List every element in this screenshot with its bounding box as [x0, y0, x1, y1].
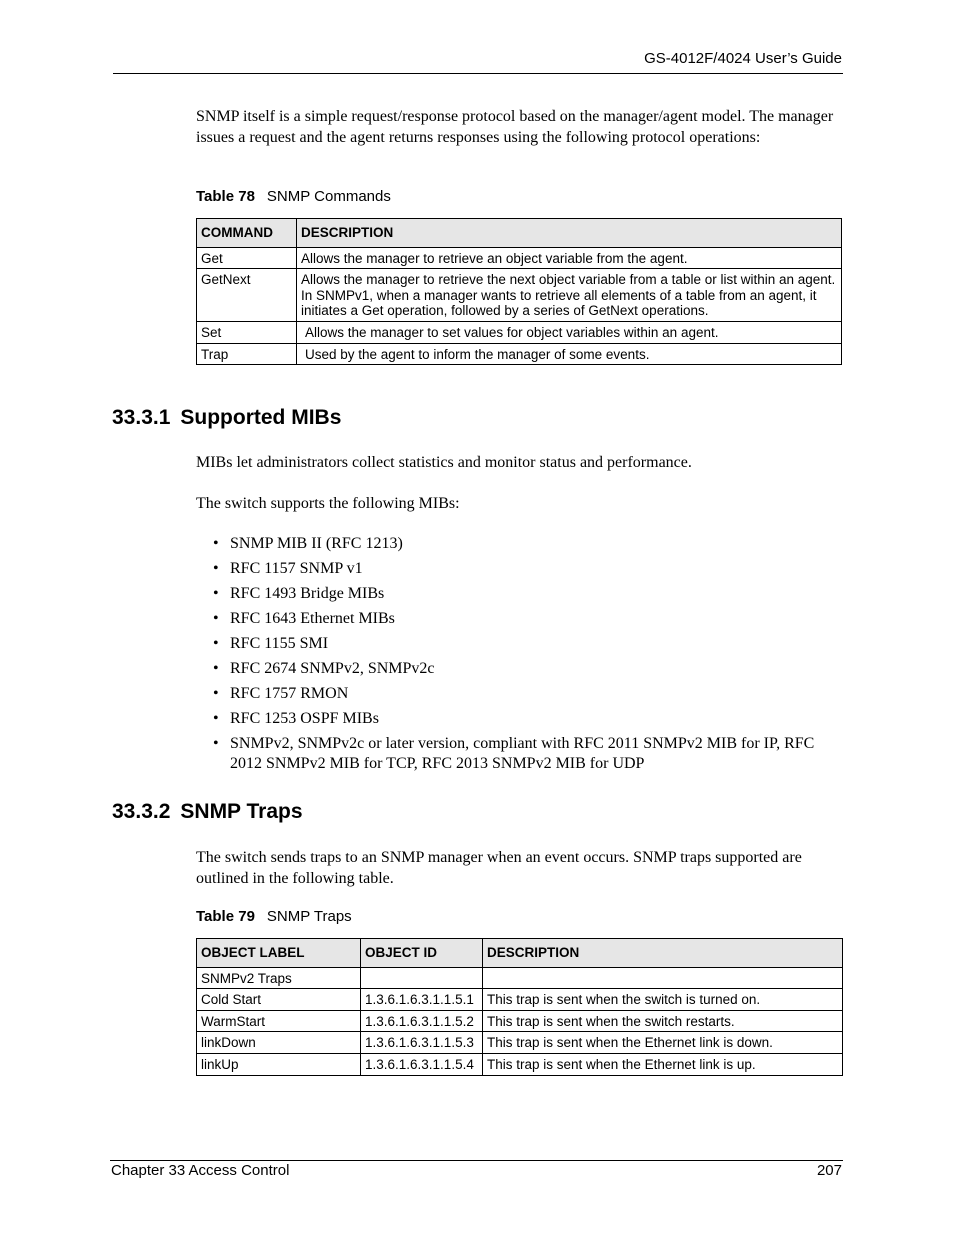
bullet-icon: • [213, 560, 219, 577]
list-item-text: RFC 1253 OSPF MIBs [230, 710, 379, 727]
section-title: SNMP Traps [180, 800, 303, 823]
description-cell: Allows the manager to retrieve the next object variable from a table or list within an agent. In SNMPv1, when a manager wants to retrieve all elements of a table from an agent, it initiates a Get operation, followed by a series of GetNext operations. [297, 269, 842, 322]
column-header-object-id: OBJECT ID [361, 939, 483, 968]
bullet-icon: • [213, 660, 219, 677]
list-item [213, 559, 833, 579]
list-item-text: RFC 1493 Bridge MIBs [230, 585, 385, 602]
footer-chapter: Chapter 33 Access Control [111, 1162, 290, 1179]
section-title: Supported MIBs [180, 406, 342, 429]
bullet-icon: • [213, 610, 219, 627]
bullet-icon: • [213, 635, 219, 652]
table-header-row [197, 939, 843, 968]
column-header-command: COMMAND [197, 219, 297, 248]
list-item-text: SNMP MIB II (RFC 1213) [230, 535, 403, 552]
table-row [197, 343, 842, 365]
list-item [213, 534, 833, 554]
list-item-text: RFC 1157 SNMP v1 [230, 560, 363, 577]
object-label-cell: SNMPv2 Traps [197, 967, 361, 989]
running-header-title: GS-4012F/4024 User’s Guide [644, 50, 842, 67]
table-row [197, 247, 842, 269]
section-heading-supported-mibs [112, 406, 341, 430]
bullet-icon: • [213, 535, 219, 552]
description-cell: Allows the manager to retrieve an object variable from the agent. [297, 247, 842, 269]
command-cell: GetNext [197, 269, 297, 322]
description-cell: This trap is sent when the Ethernet link is down. [483, 1032, 843, 1054]
description-cell: Used by the agent to inform the manager of some events. [297, 343, 842, 365]
section-heading-snmp-traps [112, 800, 303, 824]
object-id-cell [361, 967, 483, 989]
object-label-cell: WarmStart [197, 1010, 361, 1032]
description-cell: This trap is sent when the switch restarts. [483, 1010, 843, 1032]
column-header-object-label: OBJECT LABEL [197, 939, 361, 968]
list-item [213, 684, 833, 704]
list-item-text: RFC 1155 SMI [230, 635, 329, 652]
section-number: 33.3.2 [112, 800, 171, 823]
table-row [197, 989, 843, 1011]
list-item [213, 634, 833, 654]
bullet-icon: • [213, 710, 219, 727]
mibs-description-paragraph: MIBs let administrators collect statistics and monitor status and performance. [196, 454, 692, 471]
object-id-cell: 1.3.6.1.6.3.1.1.5.4 [361, 1053, 483, 1075]
object-label-cell: linkUp [197, 1053, 361, 1075]
table-78-title: SNMP Commands [266, 188, 391, 205]
object-label-cell: linkDown [197, 1032, 361, 1054]
traps-paragraph: The switch sends traps to an SNMP manager when an event occurs. SNMP traps supported are outlined in the following table. [196, 849, 802, 887]
list-item [213, 584, 833, 604]
bullet-icon: • [213, 585, 219, 602]
bullet-icon: • [213, 685, 219, 702]
table-79-title: SNMP Traps [266, 908, 352, 925]
description-cell: This trap is sent when the switch is turned on. [483, 989, 843, 1011]
page-number: 207 [816, 1162, 842, 1179]
list-item [213, 659, 833, 679]
column-header-description: DESCRIPTION [483, 939, 843, 968]
description-cell: Allows the manager to set values for object variables within an agent. [297, 321, 842, 343]
description-cell: This trap is sent when the Ethernet link is up. [483, 1053, 843, 1075]
list-item [213, 734, 833, 774]
object-id-cell: 1.3.6.1.6.3.1.1.5.2 [361, 1010, 483, 1032]
table-78-caption [196, 188, 391, 205]
table-row [197, 967, 843, 989]
list-item-text: RFC 1757 RMON [230, 685, 349, 702]
command-cell: Trap [197, 343, 297, 365]
list-item-text: SNMPv2, SNMPv2c or later version, compliant with RFC 2011 SNMPv2 MIB for IP, RFC 2012 SNMPv2 MIB for TCP, RFC 2013 SNMPv2 MIB for UDP [230, 735, 815, 772]
object-label-cell: Cold Start [197, 989, 361, 1011]
snmp-traps-table [196, 938, 843, 1076]
command-cell: Set [197, 321, 297, 343]
section-number: 33.3.1 [112, 406, 171, 429]
header-divider [113, 73, 843, 74]
column-header-description: DESCRIPTION [297, 219, 842, 248]
supported-mibs-list [213, 534, 833, 779]
table-row [197, 321, 842, 343]
list-item-text: RFC 1643 Ethernet MIBs [230, 610, 395, 627]
table-row [197, 1010, 843, 1032]
snmp-commands-table [196, 218, 842, 365]
table-row [197, 269, 842, 322]
command-cell: Get [197, 247, 297, 269]
table-79-caption [196, 908, 352, 925]
list-item [213, 609, 833, 629]
table-78-label: Table 78 [196, 188, 255, 205]
list-item-text: RFC 2674 SNMPv2, SNMPv2c [230, 660, 435, 677]
description-cell [483, 967, 843, 989]
object-id-cell: 1.3.6.1.6.3.1.1.5.3 [361, 1032, 483, 1054]
mibs-support-paragraph: The switch supports the following MIBs: [196, 495, 460, 512]
table-row [197, 1032, 843, 1054]
object-id-cell: 1.3.6.1.6.3.1.1.5.1 [361, 989, 483, 1011]
footer-divider [110, 1160, 843, 1161]
table-79-label: Table 79 [196, 908, 255, 925]
bullet-icon: • [213, 735, 219, 752]
list-item [213, 709, 833, 729]
table-row [197, 1053, 843, 1075]
table-header-row [197, 219, 842, 248]
intro-paragraph: SNMP itself is a simple request/response protocol based on the manager/agent model. The manager issues a request and the agent returns responses using the following protocol operations: [196, 108, 834, 146]
